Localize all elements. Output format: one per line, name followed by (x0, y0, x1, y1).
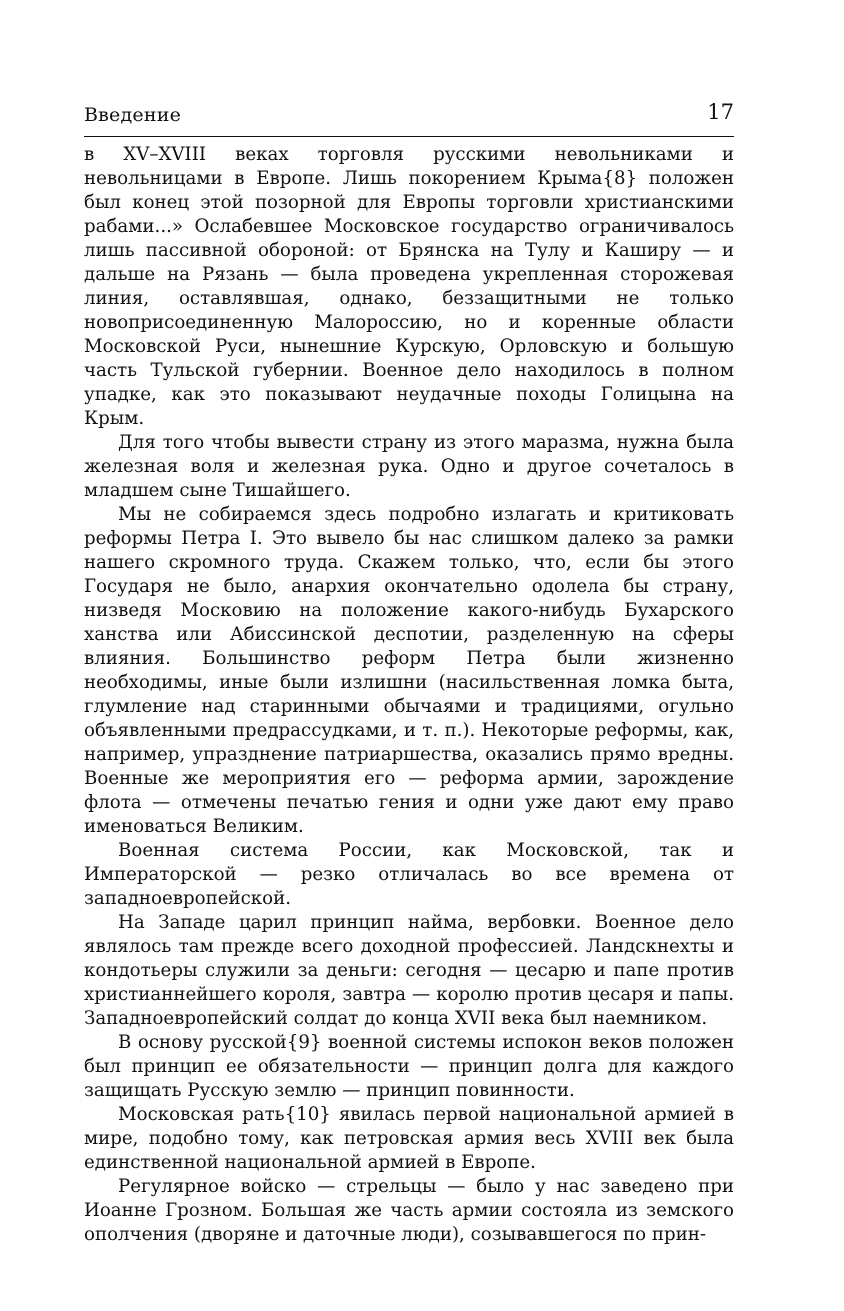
paragraph-1: в XV–XVIII веках торговля русскими невольниками и невольницами в Европе. Лишь покорением Крыма{8} положен был конец этой позорной для Европы торговли христианскими рабами...» Ослабевшее Московское государство ограничивалось лишь пассивной обороной: от Брянска на Тулу и Каширу — и дальше на Рязань — была проведена укрепленная сторожевая линия, оставлявшая, однако, беззащитными не только новоприсоединенную Малороссию, но и коренные области Московской Руси, нынешние Курскую, Орловскую и большую часть Тульской губернии. Военное дело находилось в полном упадке, как это показывают неудачные походы Голицына на Крым. (84, 144, 734, 429)
page-number: 17 (707, 100, 734, 124)
paragraph-7: Московская рать{10} явилась первой национальной армией в мире, подобно тому, как петровская армия весь XVIII век была единственной национальной армией в Европе. (84, 1104, 734, 1173)
paragraph-5: На Западе царил принцип найма, вербовки. Военное дело являлось там прежде всего доходной профессией. Ландскнехты и кондотьеры служили за деньги: сегодня — цесарю и папе против христианнейшего короля, завтра — королю против цесаря и папы. Западноевропейский солдат до конца XVII века был наемником. (84, 912, 734, 1029)
paragraph-3: Мы не собираемся здесь подробно излагать и критиковать реформы Петра I. Это вывело бы нас слишком далеко за рамки нашего скромного труда. Скажем только, что, если бы этого Государя не было, анархия окончательно одолела бы страну, низведя Московию на положение какого-нибудь Бухарского ханства или Абиссинской деспотии, разделенную на сферы влияния. Большинство реформ Петра были жизненно необходимы, иные были излишни (насильственная ломка быта, глумление над старинными обычаями и традициями, огульно объявленными предрассудками, и т. п.). Некоторые реформы, как, например, упразднение патриаршества, оказались прямо вредны. Военные же мероприятия его — реформа армии, зарождение флота — отмечены печатью гения и одни уже дают ему право именоваться Великим. (84, 504, 734, 837)
running-head (84, 100, 734, 130)
section-title: Введение (84, 104, 182, 126)
paragraph-4: Военная система России, как Московской, так и Императорской — резко отличалась во все времена от западноевропейской. (84, 840, 734, 909)
paragraph-8: Регулярное войско — стрельцы — было у нас заведено при Иоанне Грозном. Большая же часть армии состояла из земского ополчения (дворяне и даточные люди), созывавшегося по прин- (84, 1176, 734, 1245)
body-text (84, 143, 734, 1247)
paragraph-6: В основу русской{9} военной системы испокон веков положен был принцип ее обязательности — принцип долга для каждого защищать Русскую землю — принцип повинности. (84, 1032, 734, 1101)
paragraph-2: Для того чтобы вывести страну из этого маразма, нужна была железная воля и железная рука. Одно и другое сочеталось в младшем сыне Тишайшего. (84, 432, 734, 501)
header-rule (84, 136, 734, 137)
